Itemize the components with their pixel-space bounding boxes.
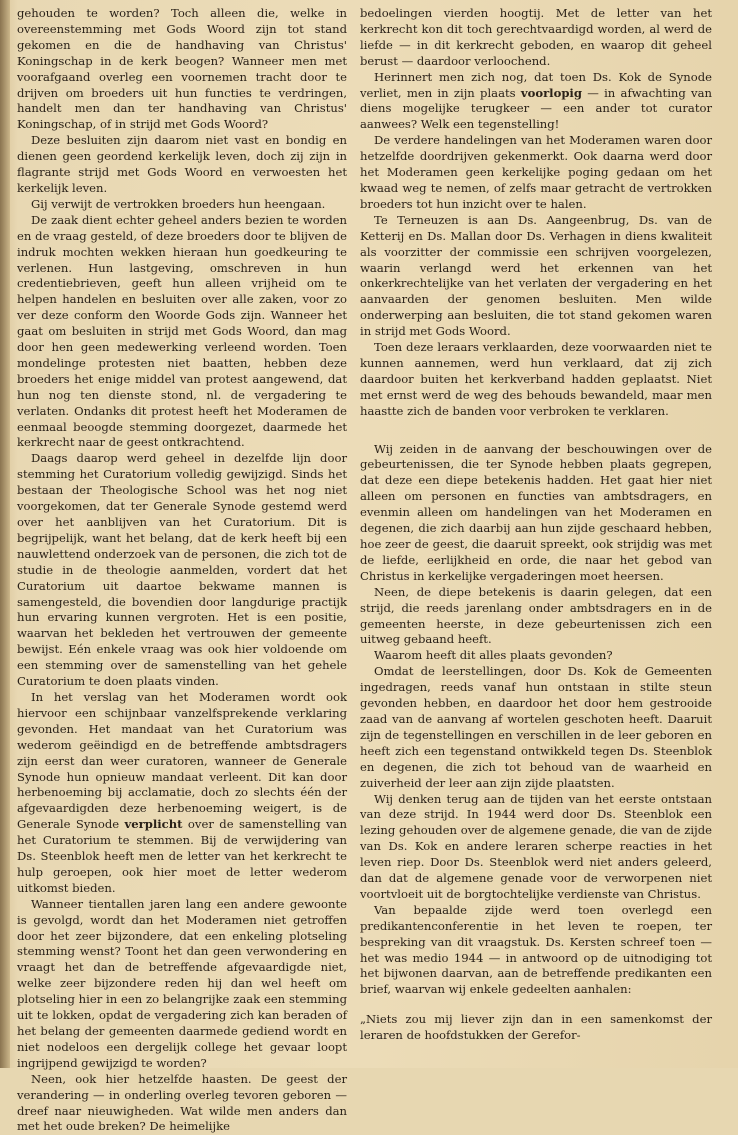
paragraph: Te Terneuzen is aan Ds. Aangeenbrug, Ds. van de Ketterij en Ds. Mallan door Ds. Verhagen in diens kwaliteit als voorzitter der commissie een schrijven voorgelezen, waarin verlangd werd het erkennen van het onkerkrechtelijke van het verlaten der vergadering en het aanvaarden der genomen besluiten. Men wilde onderwerping aan besluiten, die tot stand gekomen waren in strijd met Gods Woord. bbox=[360, 212, 712, 339]
emphasis-word: voorlopig bbox=[520, 85, 582, 100]
quotation: „Niets zou mij liever zijn dan in een samenkomst der leraren de hoofdstukken der Gerefor- bbox=[360, 1012, 712, 1043]
section-gap bbox=[360, 420, 712, 442]
paragraph: Deze besluiten zijn daarom niet vast en bondig en dienen geen geordend kerkelijk leven, doch zij zijn in flagrante strijd met Gods Woord en verwoesten het kerkelijk leven. bbox=[17, 133, 347, 195]
paragraph: Omdat de leerstellingen, door Ds. Kok de Gemeenten ingedragen, reeds vanaf hun ontstaan in stilte steun gevonden hebben, en daardoor het door hem gestrooide zaad van de aanvang af wortelen geschoten heeft. Daaruit zijn de tegenstellingen en verschillen in de leer geboren en heeft zich een tegenstand ontwikkeld tegen Ds. Steenblok en degenen, die zich tot behoud van de waarheid en zuiverheid der leer aan zijn zijde plaatsten. bbox=[360, 664, 712, 790]
paragraph: Neen, de diepe betekenis is daarin gelegen, dat een strijd, die reeds jarenlang onder ambtsdragers en in de gemeenten heerste, in deze gebeurtenissen zich een uitweg gebaand heeft. bbox=[360, 584, 712, 647]
emphasis-word: verplicht bbox=[124, 817, 183, 832]
paragraph: gehouden te worden? Toch alleen die, welke in overeenstemming met Gods Woord zijn tot stand gekomen en die de handhaving van Christus' Koningschap in de kerk beogen? Wanneer men met voorafgaand overleg een voornemen tracht door te drijven om broeders uit hun functies te verdringen, handelt men dan ter handhaving van Christus' Koningschap, of in strijd met Gods Woord? bbox=[17, 6, 347, 132]
paragraph: Toen deze leraars verklaarden, deze voorwaarden niet te kunnen aannemen, werd hun verklaard, dat zij zich daardoor buiten het kerkverband hadden geplaatst. Niet met ernst werd de weg des behouds bewandeld, maar men haastte zich de banden voor verbroken te verklaren. bbox=[360, 340, 712, 418]
paragraph: Van bepaalde zijde werd toen overlegd een predikantenconferentie in het leven te roepen, ter bespreking van dit vraagstuk. Ds. Kersten schreef toen — het was medio 1944 — in antwoord op de uitnodiging tot het bijwonen daarvan, aan de betreffende predikanten een brief, waarvan wij enkele gedeelten aanhalen: bbox=[360, 902, 712, 997]
paragraph bbox=[17, 690, 347, 897]
paragraph: Daags daarop werd geheel in dezelfde lijn door stemming het Curatorium volledig gewijzigd. Sinds het bestaan der Theologische School was het nog niet voorgekomen, dat ter Generale Synode gestemd werd over het aanblijven van het Curatorium. Dit is begrijpelijk, want het belang, dat de kerk heeft bij een nauwlettend onderzoek van de personen, die zich tot de studie in de theologie aanmelden, vordert dat het Curatorium uit daartoe bekwame mannen is samengesteld, die bovendien door langdurige practijk hun ervaring kunnen vergroten. Het is een positie, waarvan het bekleden het vertrouwen der gemeente bewijst. Eén enkele vraag was ook hier voldoende om een stemming over de samenstelling van het gehele Curatorium te doen plaats vinden. bbox=[17, 451, 347, 689]
paragraph-text: — in afwachting van diens mogelijke terugkeer — een ander tot curator aanwees? Welk een tegenstelling! bbox=[360, 85, 712, 132]
paragraph: Wanneer tientallen jaren lang een andere gewoonte is gevolgd, wordt dan het Moderamen niet getroffen door het zeer bijzondere, dat een enkeling plotseling stemming wenst? Toont het dan geen verwondering en vraagt het dan de betreffende afgevaardigde niet, welke zeer bijzondere reden hij dan wel heeft om plotseling hier in een zo belangrijke zaak een stemming uit te lokken, opdat de vergadering zich kan beraden of het belang der gemeenten daarmede gediend wordt en niet nodeloos een dergelijk college het gevaar loopt ingrijpend gewijzigd te worden? bbox=[17, 896, 347, 1070]
paragraph bbox=[360, 70, 712, 134]
paragraph-text: Herinnert men zich nog, dat toen Ds. Kok de Synode verliet, men in zijn plaats bbox=[360, 69, 712, 100]
paragraph: De zaak dient echter geheel anders bezien te worden en de vraag gesteld, of deze broeders door te blijven de indruk mochten wekken hieraan hun goedkeuring te verlenen. Hun lastgeving, omschreven in hun credentiebrieven, geeft hun alleen vrijheid om te helpen handelen en besluiten over alle zaken, voor zo ver deze conform den Woorde Gods zijn. Wanneer het gaat om besluiten in strijd met Gods Woord, dan mag door hen geen medewerking verleend worden. Toen mondelinge protesten niet baatten, hebben deze broeders het enige middel van protest aangewend, dat hun nog ten dienste stond, nl. de vergadering te verlaten. Ondanks dit protest heeft het Moderamen de eenmaal beoogde stemming doorgezet, daarmede het kerkrecht naar de geest ontkrachtend. bbox=[17, 212, 347, 450]
paragraph-text: over de samenstelling van het Curatorium te stemmen. Bij de verwijdering van Ds. Steenblok heeft men de letter van het kerkrecht te hulp geroepen, ook hier moet de letter wederom uitkomst bieden. bbox=[17, 817, 347, 895]
right-column bbox=[360, 6, 712, 1044]
page-spine-edge bbox=[0, 0, 10, 1068]
paragraph: Wij zeiden in de aanvang der beschouwingen over de gebeurtenissen, die ter Synode hebben plaats gegrepen, dat deze een diepe betekenis hadden. Het gaat hier niet alleen om personen en functies van ambtsdragers, en evenmin alleen om handelingen van het Moderamen en degenen, die zich daarbij aan hun zijde geschaard hebben, hoe zeer de geest, die daaruit spreekt, ook strijdig was met de liefde, eerlijkheid en orde, die naar het gebod van Christus in kerkelijke vergaderingen moet heersen. bbox=[360, 441, 712, 583]
paragraph: bedoelingen vierden hoogtij. Met de letter van het kerkrecht kon dit toch gerechtvaardigd worden, al werd de liefde — in dit kerkrecht geboden, en waarop dit geheel berust — daardoor verloochend. bbox=[360, 6, 712, 68]
left-column bbox=[17, 6, 347, 1135]
paragraph-text: In het verslag van het Moderamen wordt ook hiervoor een schijnbaar vanzelfsprekende verklaring gevonden. Het mandaat van het Curatorium was wederom geëindigd en de betreffende ambtsdragers zijn eerst dan weer curatoren, wanneer de Generale Synode hun opnieuw mandaat verleent. Dit kan door herbenoeming bij acclamatie, doch zo slechts één der afgevaardigden deze herbenoeming weigert, is de Generale Synode bbox=[17, 689, 347, 832]
paragraph: Neen, ook hier hetzelfde haasten. De geest der verandering — in onderling overleg tevoren geboren — dreef naar nieuwigheden. Wat wilde men anders dan met het oude breken? De heimelijke bbox=[17, 1071, 347, 1134]
paragraph: Wij denken terug aan de tijden van het eerste ontstaan van deze strijd. In 1944 werd door Ds. Steenblok een lezing gehouden over de algemene genade, die van de zijde van Ds. Kok en andere leraren scherpe reacties in het leven riep. Door Ds. Steenblok werd niet anders geleerd, dan dat de algemene genade voor de verworpenen niet voortvloeit uit de borgtochtelijke verdienste van Christus. bbox=[360, 791, 712, 901]
paragraph: Gij verwijt de vertrokken broeders hun heengaan. bbox=[31, 196, 326, 211]
paragraph: De verdere handelingen van het Moderamen waren door hetzelfde doordrijven gekenmerkt. Ook daarna werd door het Moderamen geen kerkelijke poging gedaan om het kwaad weg te nemen, of zelfs maar getracht de vertrokken broeders tot hun inzicht over te halen. bbox=[360, 133, 712, 211]
paragraph: Waarom heeft dit alles plaats gevonden? bbox=[374, 648, 613, 663]
